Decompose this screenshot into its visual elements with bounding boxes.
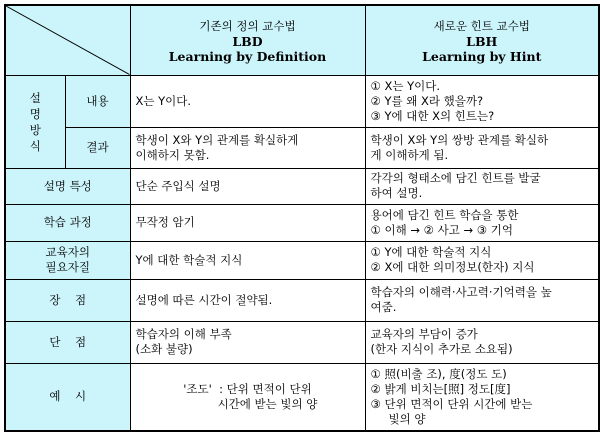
- example-label: 예 시: [5, 363, 130, 431]
- pros-new: [365, 279, 599, 321]
- example-new-line: ② 밝게 비치는[照] 정도[度]: [370, 381, 511, 396]
- cons-old: [130, 321, 365, 363]
- diagonal-line: [6, 6, 130, 75]
- example-old-line: 시간에 받는 빛의 양: [217, 396, 318, 411]
- requirement-new-line: ② X에 대한 의미정보(한자) 지식: [370, 260, 535, 274]
- content-label: 내용: [65, 75, 130, 127]
- header-old-method: [130, 5, 365, 75]
- header-corner-cell: [5, 5, 130, 75]
- method-label-char: 명: [29, 106, 41, 121]
- process-new-line: ① 이해 → ② 사고 → ③ 기억: [370, 222, 513, 237]
- feature-old: 단순 주입식 설명: [130, 168, 365, 204]
- header-old-abbr: LBD: [232, 33, 263, 49]
- requirement-new-line: ① Y에 대한 학술적 지식: [370, 245, 492, 259]
- requirement-old: Y에 대한 학술적 지식: [130, 241, 365, 279]
- method-label-cell: [5, 75, 65, 168]
- process-new-line: 용어에 담긴 힌트 학습을 통한: [370, 207, 519, 222]
- requirement-label: [5, 241, 130, 279]
- result-new-line: 게 이해하게 됨.: [370, 147, 449, 162]
- cons-new-line: 교육자의 부담이 증가: [370, 327, 478, 341]
- header-new-method: [365, 5, 599, 75]
- pros-old: 설명에 따른 시간이 절약됨.: [130, 279, 365, 321]
- example-old: [130, 363, 365, 431]
- method-label-char: 식: [29, 138, 41, 153]
- cons-new: [365, 321, 599, 363]
- pros-label: 장 점: [5, 279, 130, 321]
- result-old-line: 학생이 X와 Y의 관계를 확실하게: [135, 132, 299, 147]
- example-new-line: 빛의 양: [388, 411, 426, 426]
- feature-new-line: 하여 설명.: [370, 186, 423, 200]
- process-new: [365, 204, 599, 241]
- result-old: [130, 127, 365, 168]
- requirement-new: [365, 241, 599, 279]
- content-old: X는 Y이다.: [130, 75, 365, 127]
- feature-new: [365, 168, 599, 204]
- example-old-line: '조도' : 단위 면적이 단위: [183, 381, 312, 396]
- example-new-line: ③ 단위 면적이 단위 시간에 받는: [370, 396, 533, 411]
- content-new-line: ③ Y에 대한 X의 힌트는?: [370, 108, 495, 123]
- cons-old-line: 학습자의 이해 부족: [135, 327, 232, 341]
- cons-label: 단 점: [5, 321, 130, 363]
- header-old-title: 기존의 정의 교수법: [199, 18, 296, 33]
- content-new: [365, 75, 599, 127]
- result-new-line: 학생이 X와 Y의 쌍방 관계를 확실하: [370, 132, 549, 147]
- content-new-line: ② Y를 왜 X라 했을까?: [370, 93, 484, 108]
- process-old: 무작정 암기: [130, 204, 365, 241]
- result-label: 결과: [65, 127, 130, 168]
- header-new-title: 새로운 힌트 교수법: [433, 18, 530, 33]
- result-new: [365, 127, 599, 168]
- method-label-char: 방: [29, 122, 41, 137]
- header-new-abbr: LBH: [466, 33, 498, 49]
- feature-new-line: 각각의 형태소에 담긴 힌트를 발굴: [370, 171, 541, 185]
- comparison-table: [4, 4, 600, 432]
- requirement-label-line: 교육자의: [45, 245, 90, 259]
- example-new: [365, 363, 599, 431]
- header-new-full: Learning by Hint: [422, 48, 542, 64]
- result-old-line: 이해하지 못함.: [135, 147, 210, 162]
- example-new-line: ① 照(비출 조), 度(정도 도): [370, 366, 507, 381]
- method-label-char: 설: [29, 90, 41, 105]
- pros-new-line: 여줌.: [370, 300, 397, 314]
- process-label: 학습 과정: [5, 204, 130, 241]
- feature-label: 설명 특성: [5, 168, 130, 204]
- requirement-label-line: 필요자질: [45, 260, 90, 274]
- header-old-full: Learning by Definition: [168, 48, 327, 64]
- cons-new-line: (한자 지식이 추가로 소요됨): [370, 342, 513, 356]
- cons-old-line: (소화 불량): [135, 342, 193, 356]
- pros-new-line: 학습자의 이해력·사고력·기억력을 높: [370, 285, 552, 299]
- content-new-line: ① X는 Y이다.: [370, 78, 441, 93]
